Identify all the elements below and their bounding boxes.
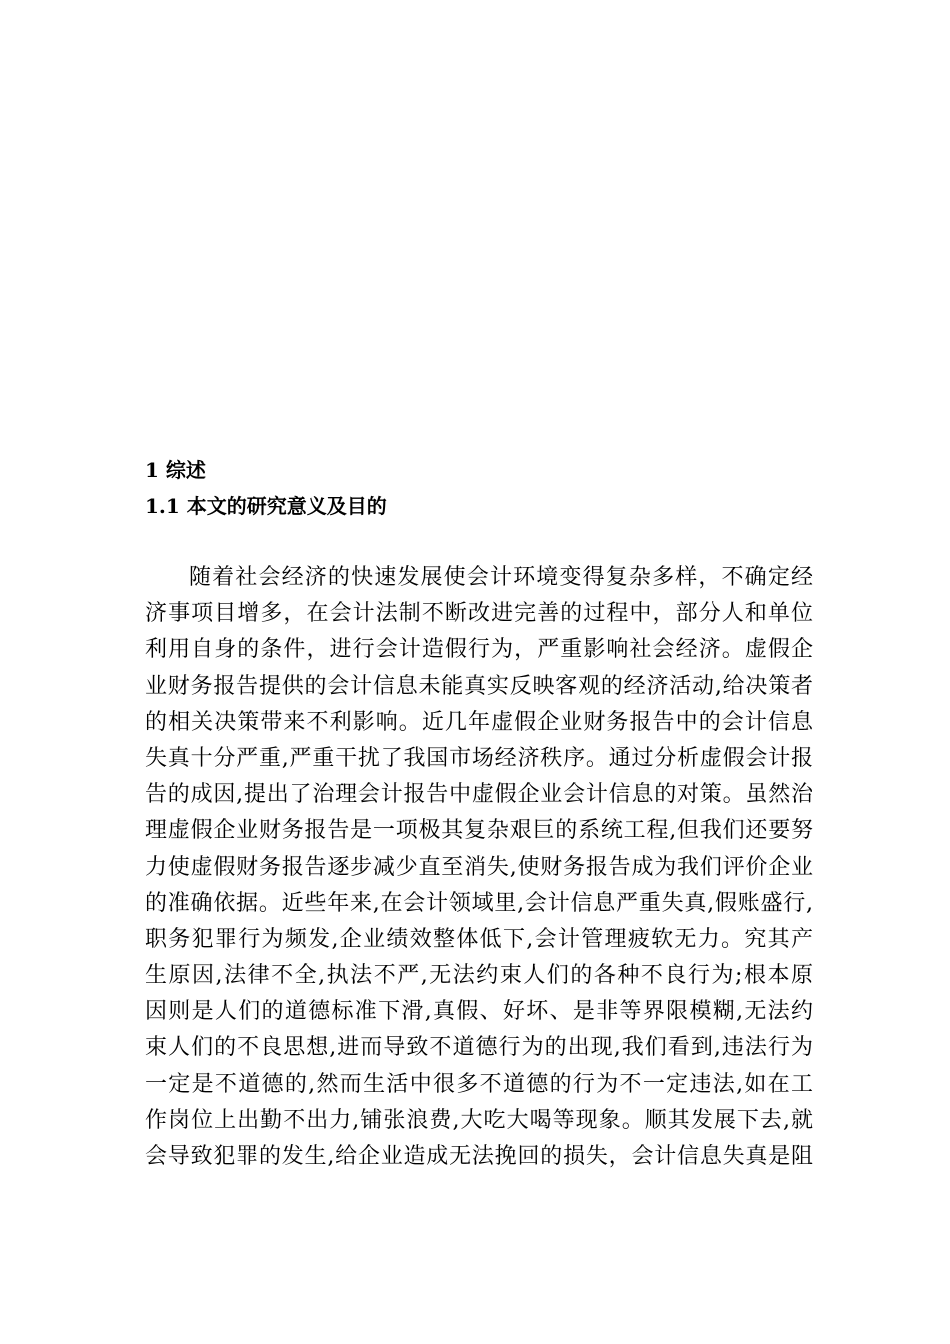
paragraph-line: 告的成因,提出了治理会计报告中虚假企业会计信息的对策。虽然治	[145, 782, 813, 808]
subsection-heading: 1.1 本文的研究意义及目的	[145, 494, 387, 518]
paragraph-line: 业财务报告提供的会计信息未能真实反映客观的经济活动,给决策者	[145, 673, 813, 699]
paragraph-line: 一定是不道德的,然而生活中很多不道德的行为不一定违法,如在工	[145, 1071, 813, 1097]
paragraph-line: 济事项目增多，在会计法制不断改进完善的过程中，部分人和单位	[145, 601, 813, 627]
paragraph-line: 因则是人们的道德标准下滑,真假、好坏、是非等界限模糊,无法约	[145, 999, 813, 1025]
paragraph-line: 束人们的不良思想,进而导致不道德行为的出现,我们看到,违法行为	[145, 1035, 813, 1061]
paragraph-line: 生原因,法律不全,执法不严,无法约束人们的各种不良行为;根本原	[145, 963, 813, 989]
paragraph-line: 随着社会经济的快速发展使会计环境变得复杂多样，不确定经	[189, 565, 813, 590]
paragraph-line: 职务犯罪行为频发,企业绩效整体低下,会计管理疲软无力。究其产	[145, 926, 813, 952]
paragraph-line: 会导致犯罪的发生,给企业造成无法挽回的损失，会计信息失真是阻	[145, 1144, 813, 1169]
section-heading: 1 综述	[145, 458, 206, 482]
paragraph-line: 理虚假企业财务报告是一项极其复杂艰巨的系统工程,但我们还要努	[145, 818, 813, 844]
paragraph-line: 的相关决策带来不利影响。近几年虚假企业财务报告中的会计信息	[145, 709, 813, 735]
paragraph-line: 力使虚假财务报告逐步减少直至消失,使财务报告成为我们评价企业	[145, 854, 813, 880]
paragraph-line: 利用自身的条件，进行会计造假行为，严重影响社会经济。虚假企	[145, 637, 813, 663]
body-paragraph	[145, 560, 813, 1175]
paragraph-line: 作岗位上出勤不出力,铺张浪费,大吃大喝等现象。顺其发展下去,就	[145, 1107, 813, 1133]
paragraph-line: 的准确依据。近些年来,在会计领域里,会计信息严重失真,假账盛行,	[145, 890, 813, 916]
paragraph-line: 失真十分严重,严重干扰了我国市场经济秩序。通过分析虚假会计报	[145, 745, 813, 771]
